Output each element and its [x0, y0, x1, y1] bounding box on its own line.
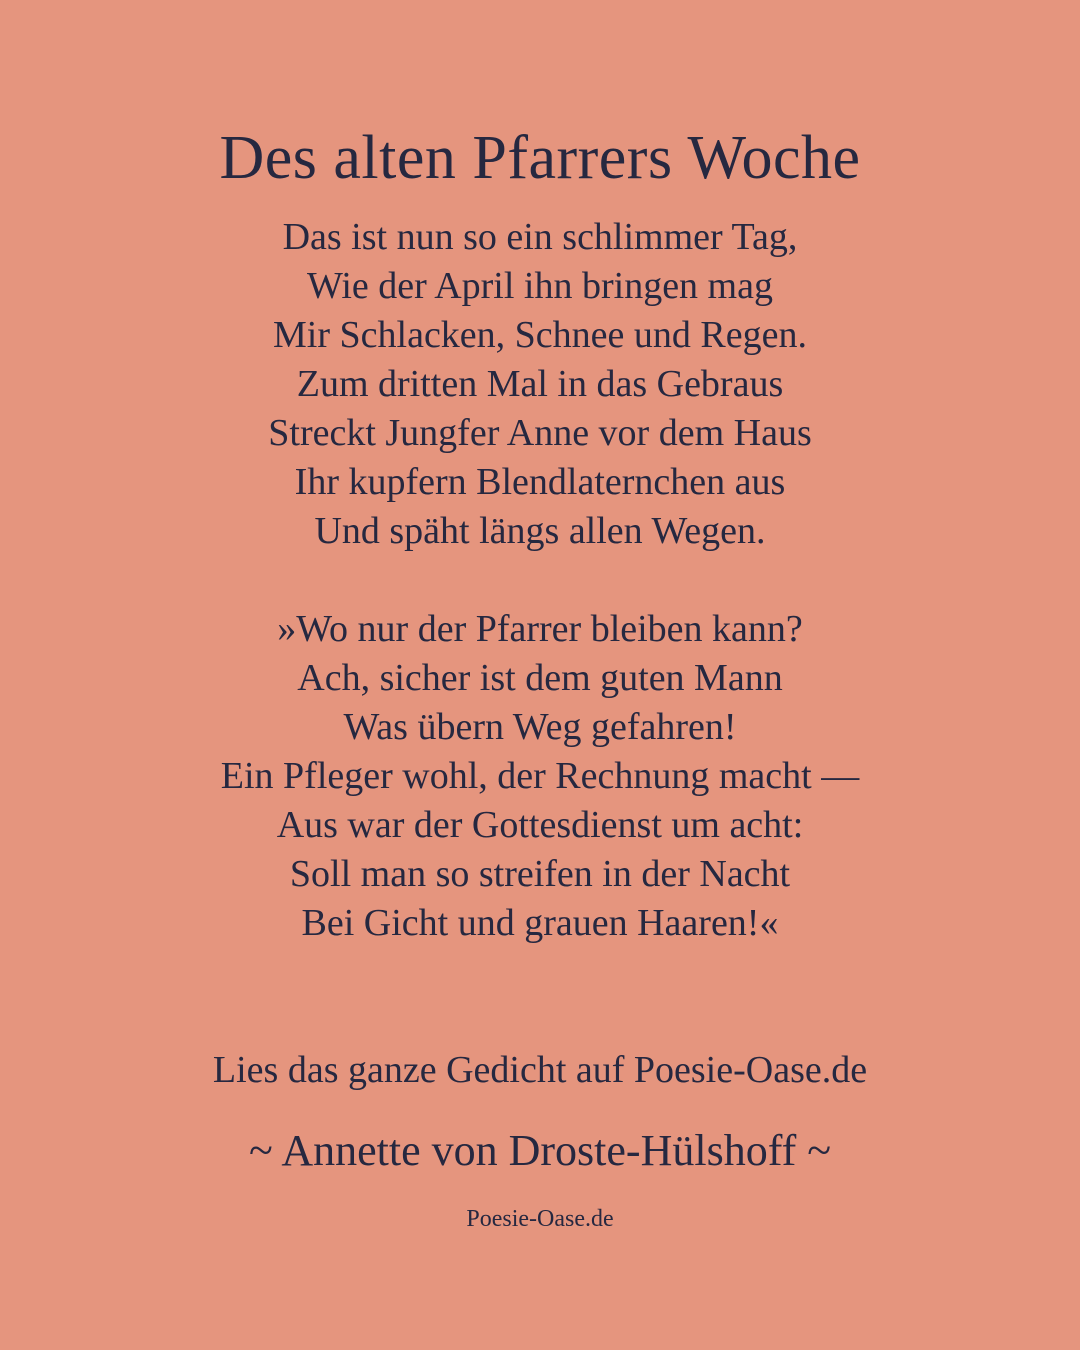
verse-line: Zum dritten Mal in das Gebraus [296, 363, 784, 405]
verse-line: Ein Pfleger wohl, der Rechnung macht — [220, 755, 860, 797]
read-full-poem-text: Lies das ganze Gedicht auf Poesie-Oase.de [212, 1049, 868, 1091]
verse-line: Ihr kupfern Blendlaternchen aus [294, 461, 786, 503]
verse-line: Streckt Jungfer Anne vor dem Haus [268, 412, 812, 454]
site-footer: Poesie-Oase.de [466, 1206, 614, 1232]
verse-line: Soll man so streifen in der Nacht [289, 853, 791, 895]
verse-line: Mir Schlacken, Schnee und Regen. [273, 314, 807, 356]
verse-line: Was übern Weg gefahren! [343, 706, 737, 748]
author-name: ~ Annette von Droste-Hülshoff ~ [248, 1126, 832, 1175]
verse-line: »Wo nur der Pfarrer bleiben kann? [277, 608, 803, 650]
verse-line: Ach, sicher ist dem guten Mann [297, 657, 783, 699]
stanza-2 [0, 605, 1080, 948]
verse-line: Und späht längs allen Wegen. [314, 510, 766, 552]
poem-title: Des alten Pfarrers Woche [219, 124, 861, 192]
verse-line: Das ist nun so ein schlimmer Tag, [282, 216, 798, 258]
verse-line: Bei Gicht und grauen Haaren!« [301, 902, 779, 944]
verse-line: Aus war der Gottesdienst um acht: [276, 804, 804, 846]
verse-line: Wie der April ihn bringen mag [307, 265, 773, 307]
stanza-1 [0, 213, 1080, 556]
